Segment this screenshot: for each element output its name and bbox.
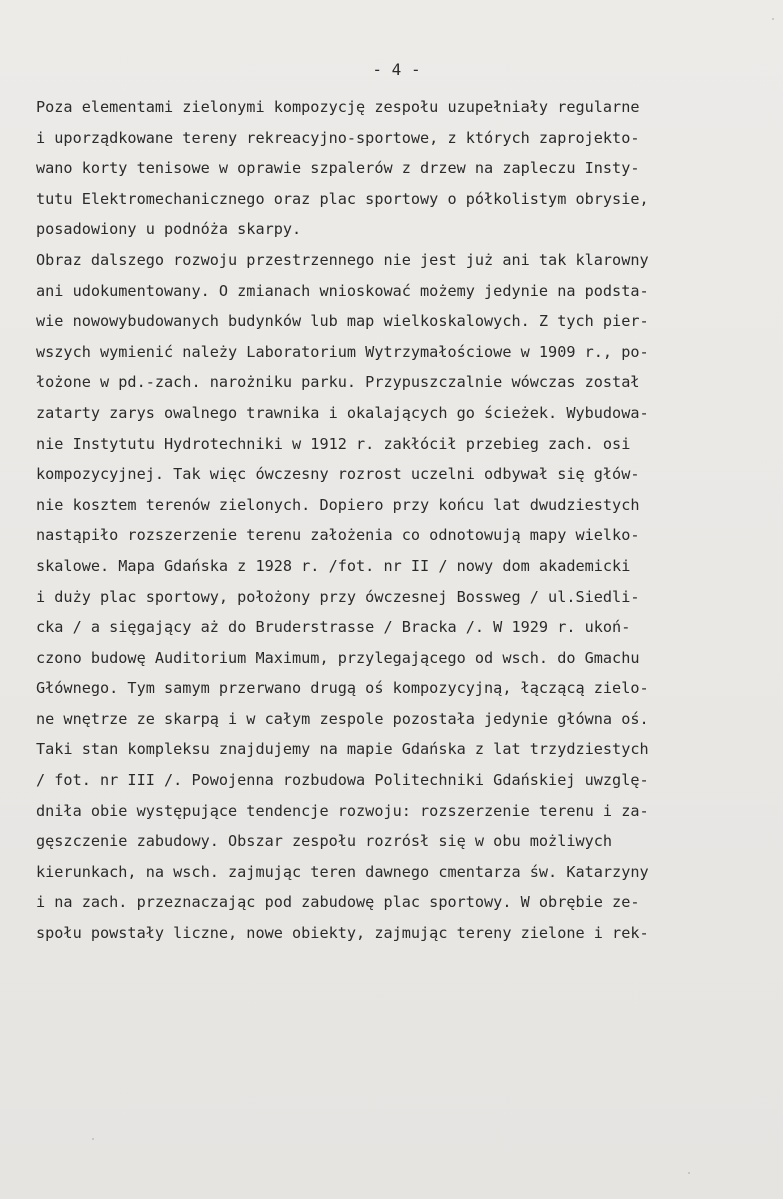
page-number: - 4 - bbox=[372, 60, 421, 79]
text-line: nastąpiło rozszerzenie terenu założenia co odnotowują mapy wielko- bbox=[36, 526, 640, 545]
text-line: czono budowę Auditorium Maximum, przylegającego od wsch. do Gmachu bbox=[36, 648, 640, 667]
text-line: i uporządkowane tereny rekreacyjno-sportowe, z których zaprojekto- bbox=[36, 128, 640, 147]
text-line: cka / a sięgający aż do Bruderstrasse / Bracka /. W 1929 r. ukoń- bbox=[36, 618, 631, 637]
paper-speck bbox=[92, 1138, 94, 1140]
text-line: / fot. nr III /. Powojenna rozbudowa Politechniki Gdańskiej uwzglę- bbox=[36, 771, 649, 790]
text-line: tutu Elektromechanicznego oraz plac sportowy o półkolistym obrysie, bbox=[36, 189, 649, 208]
text-line: dniła obie występujące tendencje rozwoju: rozszerzenie terenu i za- bbox=[36, 801, 649, 820]
text-line: i na zach. przeznaczając pod zabudowę plac sportowy. W obrębie ze- bbox=[36, 893, 640, 912]
text-line: wie nowowybudowanych budynków lub map wielkoskalowych. Z tych pier- bbox=[36, 312, 649, 331]
text-line: wano korty tenisowe w oprawie szpalerów z drzew na zapleczu Insty- bbox=[36, 159, 640, 178]
text-line: wszych wymienić należy Laboratorium Wytrzymałościowe w 1909 r., po- bbox=[36, 342, 649, 361]
text-line: gęszczenie zabudowy. Obszar zespołu rozrósł się w obu możliwych bbox=[36, 832, 613, 851]
text-line: posadowiony u podnóża skarpy. bbox=[36, 220, 302, 239]
text-line: nie Instytutu Hydrotechniki w 1912 r. zakłócił przebieg zach. osi bbox=[36, 434, 631, 453]
text-line: nie kosztem terenów zielonych. Dopiero przy końcu lat dwudziestych bbox=[36, 495, 640, 514]
text-line: Obraz dalszego rozwoju przestrzennego nie jest już ani tak klarowny bbox=[36, 250, 649, 269]
text-line: ani udokumentowany. O zmianach wnioskować możemy jedynie na podsta- bbox=[36, 281, 649, 300]
text-line: kierunkach, na wsch. zajmując teren dawnego cmentarza św. Katarzyny bbox=[36, 862, 649, 881]
paper-speck bbox=[772, 18, 774, 20]
paper-speck bbox=[688, 1172, 690, 1174]
text-line: skalowe. Mapa Gdańska z 1928 r. /fot. nr II / nowy dom akademicki bbox=[36, 556, 631, 575]
text-line: Głównego. Tym samym przerwano drugą oś kompozycyjną, łączącą zielo- bbox=[36, 679, 649, 698]
text-line: i duży plac sportowy, położony przy ówczesnej Bossweg / ul.Siedli- bbox=[36, 587, 640, 606]
text-line: łożone w pd.-zach. narożniku parku. Przypuszczalnie wówczas został bbox=[36, 373, 640, 392]
text-line: Taki stan kompleksu znajdujemy na mapie Gdańska z lat trzydziestych bbox=[36, 740, 649, 759]
text-line: kompozycyjnej. Tak więc ówczesny rozrost uczelni odbywał się głów- bbox=[36, 465, 640, 484]
text-line: Poza elementami zielonymi kompozycję zespołu uzupełniały regularne bbox=[36, 98, 640, 116]
text-line: społu powstały liczne, nowe obiekty, zajmując tereny zielone i rek- bbox=[36, 924, 649, 943]
text-line: zatarty zarys owalnego trawnika i okalających go ścieżek. Wybudowa- bbox=[36, 403, 649, 422]
text-line: ne wnętrze ze skarpą i w całym zespole pozostała jedynie główna oś. bbox=[36, 709, 649, 728]
body-text bbox=[36, 92, 752, 949]
